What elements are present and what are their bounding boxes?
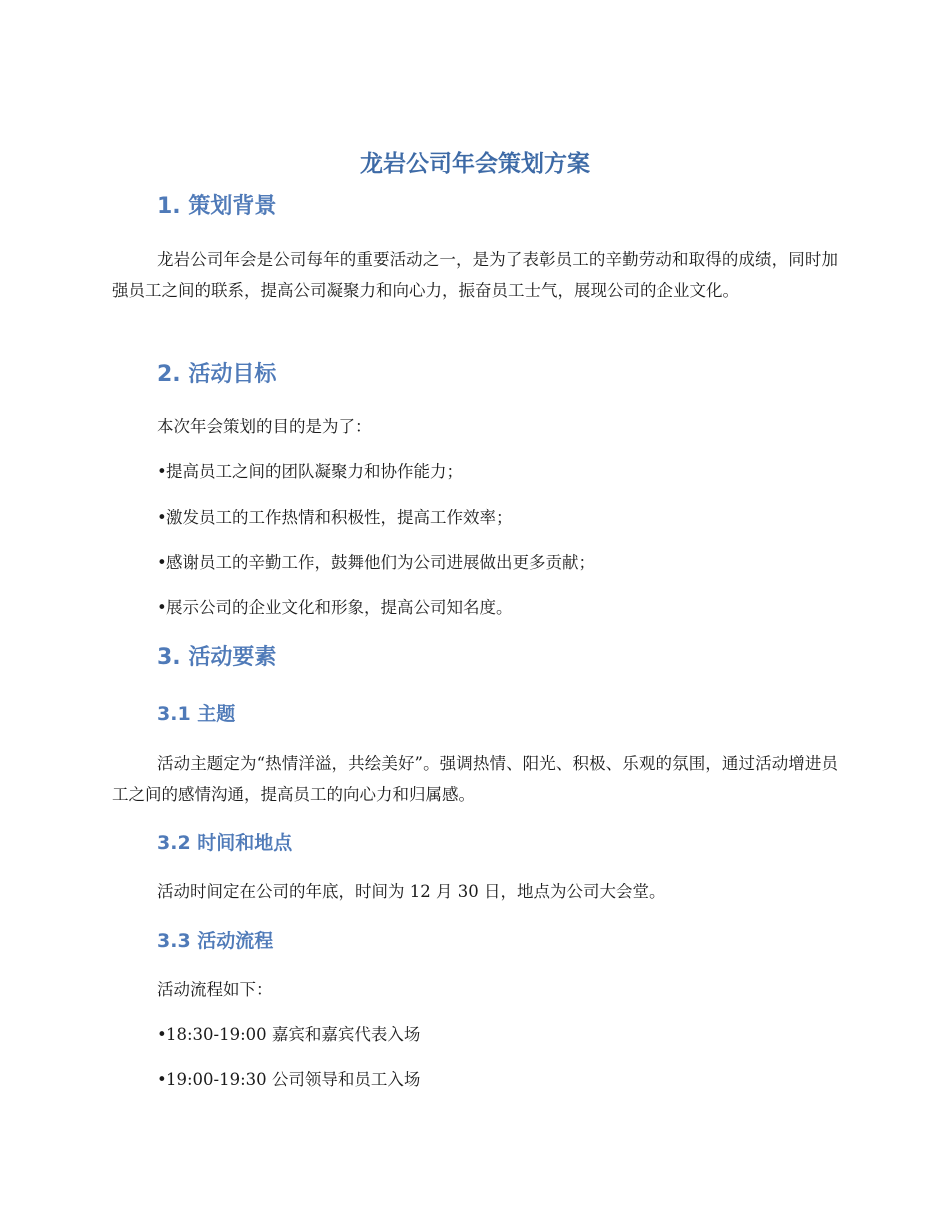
list-item-text: 展示公司的企业文化和形象，提高公司知名度。	[166, 598, 513, 617]
list-item	[157, 503, 837, 533]
background-paragraph: 龙岩公司年会是公司每年的重要活动之一，是为了表彰员工的辛勤劳动和取得的成绩，同时加强员工之间的联系，提高公司凝聚力和向心力，振奋员工士气，展现公司的企业文化。	[112, 250, 838, 300]
subsection-heading-time-place: 3.2 时间和地点	[157, 832, 293, 854]
bullet-marker: •	[157, 598, 167, 617]
subsection-heading-theme: 3.1 主题	[157, 703, 236, 725]
section-heading-background: 1. 策划背景	[157, 194, 277, 219]
bullet-marker: •	[157, 553, 167, 572]
time-place-text: 活动时间定在公司的年底，时间为 12 月 30 日，地点为公司大会堂。	[157, 882, 666, 901]
list-item	[157, 1020, 837, 1050]
list-item	[157, 548, 837, 578]
goals-intro: 本次年会策划的目的是为了：	[157, 417, 372, 436]
list-item	[157, 1065, 837, 1095]
bullet-marker: •	[157, 508, 167, 527]
list-item-text: 18:30-19:00 嘉宾和嘉宾代表入场	[166, 1025, 421, 1044]
bullet-marker: •	[157, 1025, 167, 1044]
section-heading-elements: 3. 活动要素	[157, 645, 277, 670]
process-intro: 活动流程如下：	[157, 980, 273, 999]
list-item-text: 激发员工的工作热情和积极性，提高工作效率；	[166, 508, 513, 527]
list-item-text: 19:00-19:30 公司领导和员工入场	[166, 1070, 421, 1089]
list-item-text: 提高员工之间的团队凝聚力和协作能力；	[166, 462, 463, 481]
bullet-marker: •	[157, 462, 167, 481]
subsection-heading-process: 3.3 活动流程	[157, 930, 274, 952]
list-item-text: 感谢员工的辛勤工作，鼓舞他们为公司进展做出更多贡献；	[166, 553, 595, 572]
bullet-marker: •	[157, 1070, 167, 1089]
section-heading-goals: 2. 活动目标	[157, 362, 277, 387]
document-title: 龙岩公司年会策划方案	[360, 151, 590, 177]
theme-paragraph: 活动主题定为“热情洋溢，共绘美好”。强调热情、阳光、积极、乐观的氛围，通过活动增进员工之间的感情沟通，提高员工的向心力和归属感。	[112, 754, 838, 804]
list-item	[157, 593, 837, 623]
list-item	[157, 457, 837, 487]
